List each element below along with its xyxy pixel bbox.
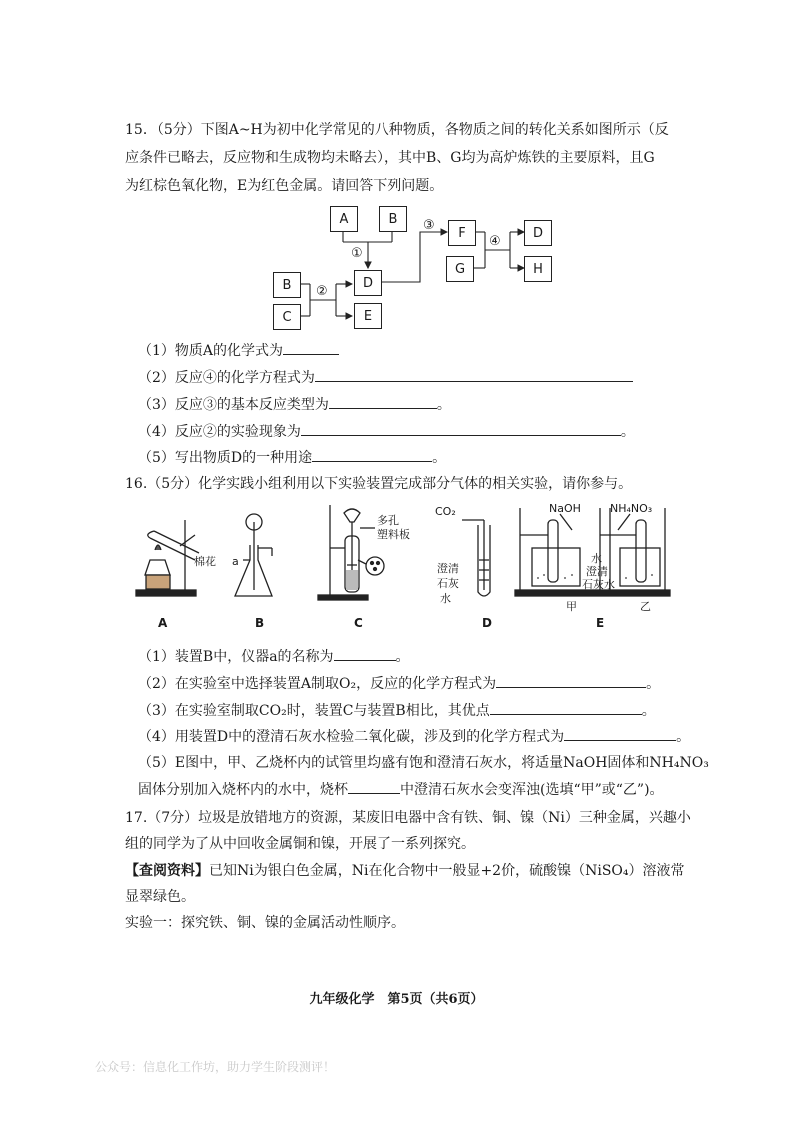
q15-sub3-text: （3）反应③的基本反应类型为 — [138, 397, 329, 413]
apparatus-a-label: A — [158, 616, 168, 630]
q16-sub1 — [138, 646, 410, 667]
q17-line5: 实验一：探究铁、铜、镍的金属活动性顺序。 — [125, 915, 405, 931]
reaction-2-label: ② — [316, 284, 328, 299]
q16-sub1-text: （1）装置B中，仪器a的名称为 — [138, 649, 334, 665]
node-d-center: D — [354, 270, 382, 296]
watermark: 公众号：信息化工作坊，助力学生阶段测评！ — [95, 1060, 336, 1074]
reaction-3-label: ③ — [423, 218, 435, 233]
q16-sub5a: （5）E图中，甲、乙烧杯内的试管里均盛有饱和澄清石灰水，将适量NaOH固体和NH₄NO₃ — [138, 755, 709, 771]
apparatus-b-label: B — [255, 616, 265, 630]
co2-label: CO₂ — [435, 505, 456, 518]
q15-sub1-text: （1）物质A的化学式为 — [138, 343, 284, 359]
page-footer: 九年级化学 第5页（共6页） — [309, 992, 484, 1007]
e-water-label: 水 — [591, 552, 602, 565]
q15-sub5-text: （5）写出物质D的一种用途 — [138, 450, 313, 466]
node-g: G — [446, 256, 474, 282]
node-c: C — [273, 304, 301, 330]
q17-reference-tag: 【查阅资料】 — [125, 863, 209, 879]
q17-line1: 17.（7分）垃圾是放错地方的资源，某废旧电器中含有铁、铜、镍（Ni）三种金属，兴趣小 — [125, 810, 691, 826]
q16-sub2 — [138, 673, 660, 694]
q17-line2: 组的同学为了从中回收金属铜和镍，开展了一系列探究。 — [125, 836, 475, 852]
limewater-label-3: 水 — [440, 592, 451, 605]
cotton-label: 棉花 — [194, 555, 216, 568]
q16-sub1-blank[interactable] — [334, 646, 396, 661]
node-b-top: B — [379, 206, 407, 232]
q15-sub4-text: （4）反应②的实验现象为 — [138, 424, 301, 440]
reaction-4-label: ④ — [489, 234, 501, 249]
naoh-label: NaOH — [549, 502, 581, 515]
q15-line3: 为红棕色氧化物，E为红色金属。请回答下列问题。 — [125, 178, 444, 194]
q17-line3 — [125, 861, 685, 881]
q16-sub3-text: （3）在实验室制取CO₂时，装置C与装置B相比，其优点 — [138, 703, 490, 719]
q16-sub3-period: 。 — [641, 703, 656, 719]
q16-sub3 — [138, 700, 656, 721]
porous-plate-label-2: 塑料板 — [377, 528, 410, 541]
e-limewater-label-1: 澄清 — [586, 565, 608, 578]
node-h: H — [524, 256, 552, 282]
beaker-jia-label: 甲 — [566, 600, 577, 613]
node-e: E — [354, 303, 382, 329]
q15-sub5-period: 。 — [432, 450, 447, 466]
q16-sub4-text: （4）用装置D中的澄清石灰水检验二氧化碳，涉及到的化学方程式为 — [138, 729, 565, 745]
node-f: F — [448, 220, 476, 246]
node-d-right: D — [524, 220, 552, 246]
apparatus-c-label: C — [354, 616, 363, 630]
q16-sub1-period: 。 — [395, 649, 410, 665]
node-b-left: B — [273, 272, 301, 298]
reaction-1-label: ① — [351, 246, 363, 261]
q16-sub5b-pre: 固体分别加入烧杯内的水中，烧杯 — [138, 782, 348, 798]
apparatus-e-label: E — [596, 616, 605, 630]
q16-sub4 — [138, 726, 690, 747]
e-limewater-label-2: 石灰水 — [582, 578, 615, 591]
beaker-yi-label: 乙 — [640, 600, 651, 613]
nh4no3-label: NH₄NO₃ — [610, 502, 653, 515]
q16-sub4-period: 。 — [676, 729, 691, 745]
q16-sub5b — [138, 779, 664, 800]
q15-sub3-period: 。 — [436, 397, 451, 413]
limewater-label-1: 澄清 — [437, 562, 459, 575]
node-a: A — [330, 206, 358, 232]
q17-line3-text: 已知Ni为银白色金属，Ni在化合物中一般显+2价，硫酸镍（NiSO₄）溶液常 — [209, 863, 685, 879]
q17-line4: 显翠绿色。 — [125, 889, 195, 905]
apparatus-d-label: D — [482, 616, 492, 630]
q16-sub2-text: （2）在实验室中选择装置A制取O₂，反应的化学方程式为 — [138, 676, 497, 692]
q15-sub4-period: 。 — [620, 424, 635, 440]
q16-line1: 16.（5分）化学实践小组利用以下实验装置完成部分气体的相关实验，请你参与。 — [125, 476, 633, 492]
q16-sub4-blank[interactable] — [564, 726, 676, 741]
q16-sub2-period: 。 — [646, 676, 661, 692]
q15-line1: 15．（5分）下图A~H为初中化学常见的八种物质，各物质之间的转化关系如图所示（反 — [125, 122, 669, 138]
q16-sub3-blank[interactable] — [490, 700, 642, 715]
q16-sub5-blank[interactable] — [348, 779, 400, 794]
q15-sub2-text: （2）反应④的化学方程式为 — [138, 370, 315, 386]
limewater-label-2: 石灰 — [437, 577, 459, 590]
q15-line2: 应条件已略去，反应物和生成物均未略去），其中B、G均为高炉炼铁的主要原料，且G — [125, 150, 655, 166]
instrument-a-label: a — [232, 555, 239, 568]
q16-sub5b-post: 中澄清石灰水会变浑浊(选填“甲”或“乙”)。 — [400, 782, 664, 798]
porous-plate-label-1: 多孔 — [377, 514, 399, 527]
q16-sub2-blank[interactable] — [496, 673, 646, 688]
